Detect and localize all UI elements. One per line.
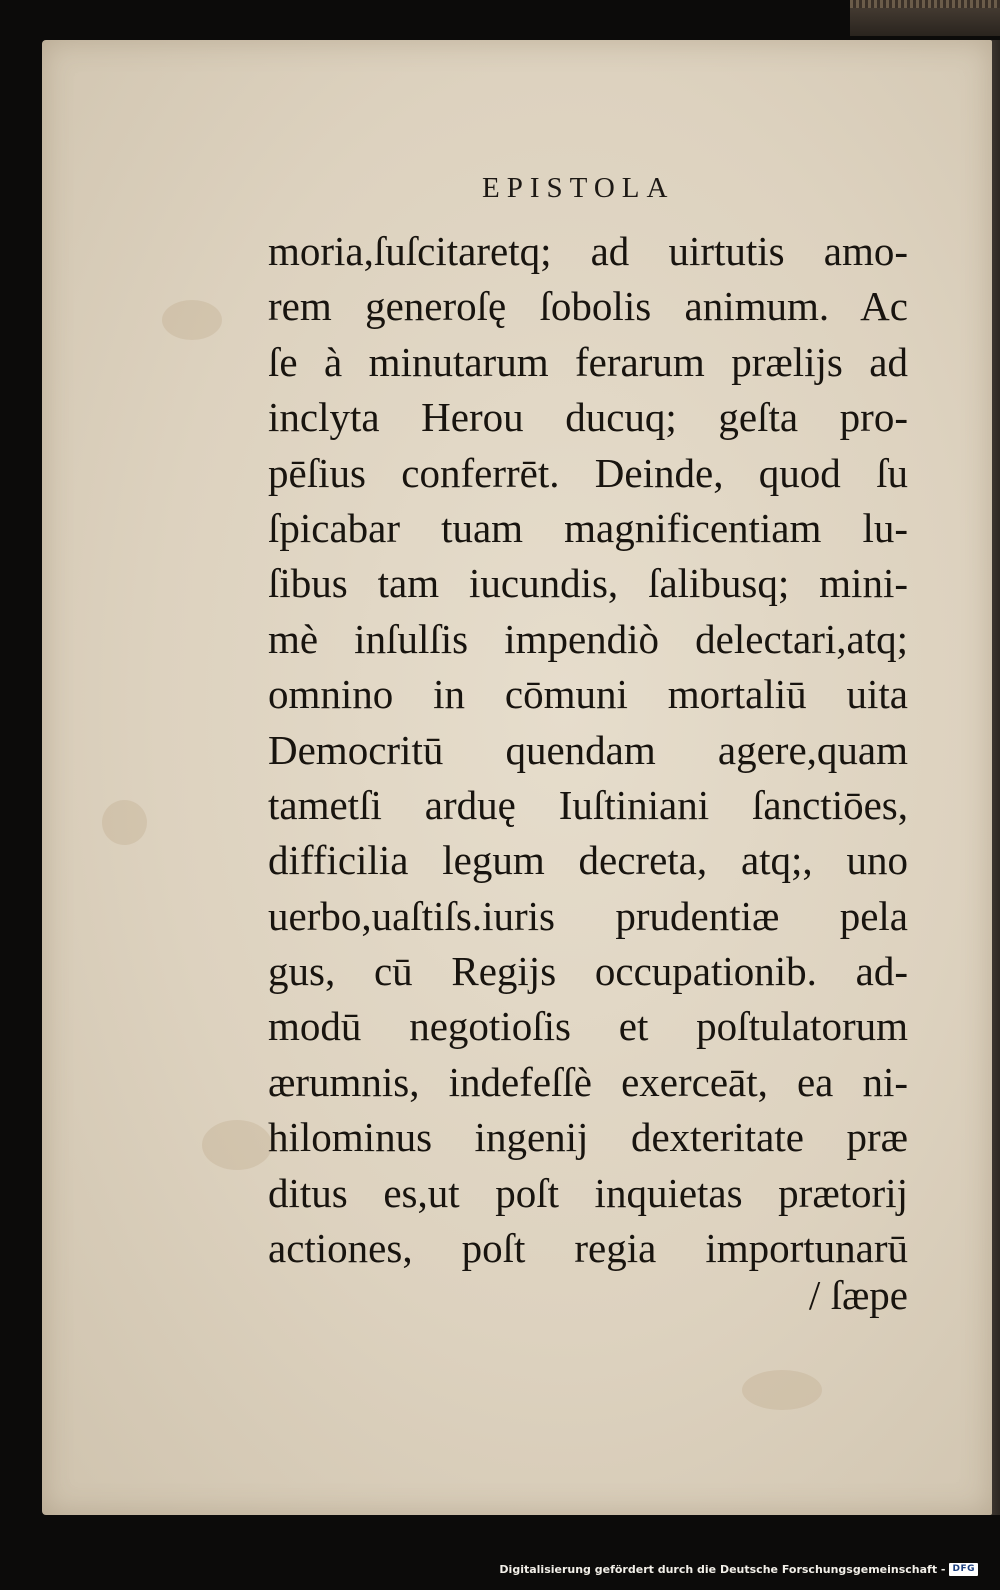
text-line: ditus es,ut poſt inquietas prætorij bbox=[268, 1169, 908, 1216]
text-line: omnino in cōmuni mortaliū uita bbox=[268, 671, 908, 718]
digitization-footer bbox=[499, 1548, 1000, 1590]
text-line: Democritū quendam agere,quam bbox=[268, 726, 908, 773]
body-text bbox=[268, 224, 908, 1276]
text-line: ſpicabar tuam magnificentiam lu- bbox=[268, 504, 908, 551]
text-line: difficilia legum decreta, atq;, uno bbox=[268, 837, 908, 884]
text-line: modū negotioſis et poſtulatorum bbox=[268, 1003, 908, 1050]
dfg-logo-icon: DFG bbox=[949, 1563, 978, 1576]
text-line: actiones, poſt regia importunarū bbox=[268, 1225, 908, 1272]
book-edge-strip bbox=[850, 0, 1000, 8]
text-line: inclyta Herou ducuq; geſta pro- bbox=[268, 394, 908, 441]
text-line: ſe à minutarum ferarum prælijs ad bbox=[268, 338, 908, 385]
text-line: ærumnis, indefeſſè exerceāt, ea ni- bbox=[268, 1058, 908, 1105]
paper-stain bbox=[102, 800, 147, 845]
book-edge bbox=[850, 0, 1000, 36]
text-line: mè inſulſis impendiò delectari,atq; bbox=[268, 615, 908, 662]
text-line: uerbo,uaſtiſs.iuris prudentiæ pela bbox=[268, 892, 908, 939]
text-line: rem generoſę ſobolis animum. Ac bbox=[268, 283, 908, 330]
text-line: moria,ſuſcitaretq; ad uirtutis amo- bbox=[268, 228, 908, 274]
running-head: EPISTOLA bbox=[482, 172, 675, 204]
paper-stain bbox=[162, 300, 222, 340]
footer-credit: Digitalisierung gefördert durch die Deutsche Forschungsgemeinschaft - bbox=[499, 1562, 946, 1576]
text-line: pēſius conferrēt. Deinde, quod ſu bbox=[268, 449, 908, 496]
text-line: hilominus ingenij dexteritate præ bbox=[268, 1114, 908, 1161]
text-line: gus, cū Regijs occupationib. ad- bbox=[268, 948, 908, 995]
paper-stain bbox=[202, 1120, 272, 1170]
catchword-row bbox=[268, 1268, 908, 1323]
text-line: ſibus tam iucundis, ſalibusq; mini- bbox=[268, 560, 908, 607]
catchword: / ſæpe bbox=[808, 1272, 908, 1318]
text-line: tametſi arduę Iuſtiniani ſanctiōes, bbox=[268, 781, 908, 828]
paper-stain bbox=[742, 1370, 822, 1410]
